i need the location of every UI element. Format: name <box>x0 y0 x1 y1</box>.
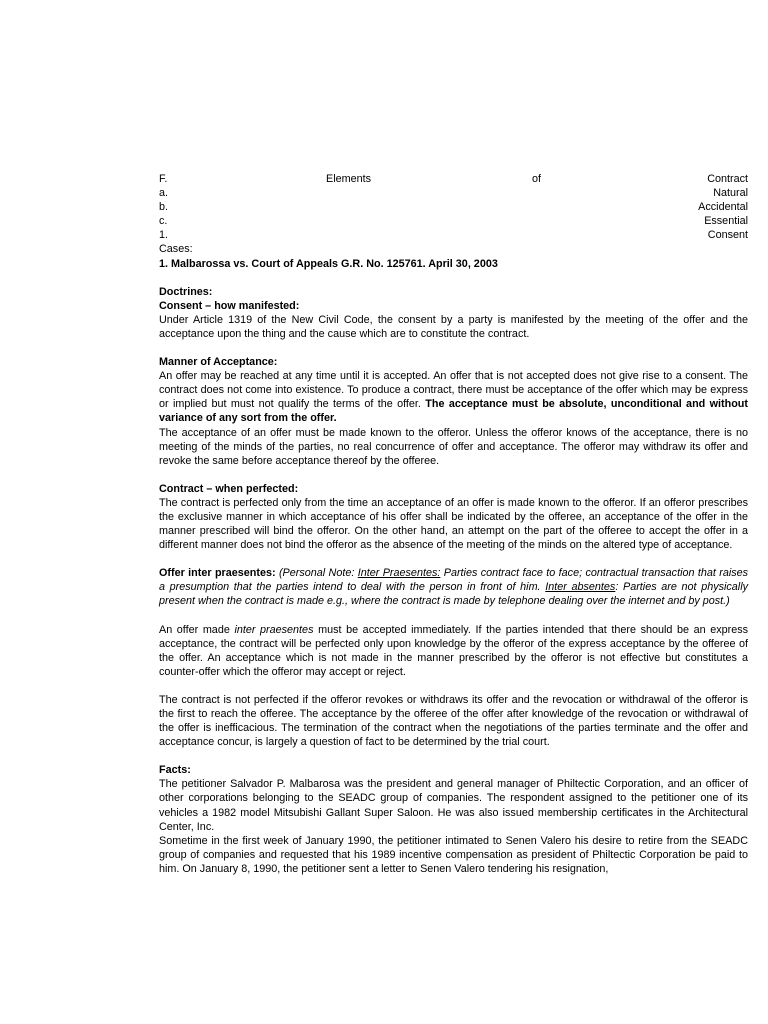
outline-number-1: 1. <box>159 229 169 242</box>
outline-row-f <box>159 172 748 186</box>
inter-praesentes-paragraph-2: The contract is not perfected if the offeror revokes or withdraws its offer and the revocation or withdrawal of the offeror is the first to reach the offeree. The acceptance by the offeree of the offer after knowledge of the revocation or withdrawal of the offer is inefficacious. The termination of the contract when the negotiations of the parties terminate and the offer and acceptance concur, is largely a question of fact to be determined by the trial court. <box>159 693 748 749</box>
note-term-inter-praesentes: Inter Praesentes: <box>357 567 441 580</box>
note-term-inter-absentes: Inter absentes <box>545 581 616 594</box>
outline-row-c <box>159 214 748 228</box>
outline-label-consent: Consent <box>707 229 748 242</box>
inter-praesentes-paragraph-1 <box>159 623 748 679</box>
facts-heading: Facts: <box>159 764 191 777</box>
case-title: 1. Malbarossa vs. Court of Appeals G.R. No. 125761. April 30, 2003 <box>159 257 498 270</box>
outline-label-accidental: Accidental <box>698 201 748 214</box>
inter-praesentes-note <box>159 566 748 608</box>
note-text-2: : Parties are not physically present when the contract is made e.g., where the contract is made by telephone dealing over the internet and by post.) <box>159 581 748 608</box>
outline-row-b <box>159 200 748 214</box>
outline-word-elements: Elements <box>326 173 372 185</box>
manner-paragraph-2: The acceptance of an offer must be made known to the offeror. Unless the offeror knows of the acceptance, there is no meeting of the minds of the parties, no real concurrence of offer and acceptance. The offeror may withdraw its offer and revoke the same before acceptance thereof by the offeree. <box>159 426 748 467</box>
outline-row-1 <box>159 228 748 242</box>
outline-label-natural: Natural <box>713 187 748 200</box>
doctrines-heading: Doctrines: <box>159 285 213 298</box>
outline-letter-b: b. <box>159 201 169 214</box>
cases-label: Cases: <box>159 243 193 256</box>
inter-praesentes-heading: Offer inter praesentes: <box>159 567 276 580</box>
facts-paragraph-2: Sometime in the first week of January 1990, the petitioner intimated to Senen Valero his desire to retire from the SEADC group of companies and requested that his 1989 incentive compensation as president of Philtectic Corporation be paid to him. On January 8, 1990, the petitioner sent a letter to Senen Valero tendering his resignation, <box>159 834 748 875</box>
perfected-paragraph: The contract is perfected only from the time an acceptance of an offer is made known to the offeror. If an offeror prescribes the exclusive manner in which acceptance of his offer shall be indicated by the offeree, an acceptance of the offer in the manner prescribed will bind the offeror. On the other hand, an attempt on the part of the offeree to accept the offer in a different manner does not bind the offeror as the absence of the meeting of the minds on the altered type of acceptance. <box>159 496 748 552</box>
facts-paragraph-1: The petitioner Salvador P. Malbarosa was the president and general manager of Philtectic Corporation, and an officer of other corporations belonging to the SEADC group of companies. The respondent assigned to the petitioner one of its vehicles a 1982 model Mitsubishi Gallant Super Saloon. He was also issued membership certificates in the Architectural Center, Inc. <box>159 778 748 833</box>
inter-p1-term: inter praesentes <box>234 623 314 636</box>
note-open: (Personal Note: <box>278 567 355 580</box>
inter-p1-rest: must be accepted immediately. If the parties intended that there should be an express acceptance, the contract will be perfected only upon knowledge by the offeror of the express acceptance by the offeree of the offer. An acceptance which is not made in the manner prescribed by the offeror is not effective but constitutes a counter-offer which the offeror may accept or reject. <box>159 623 749 678</box>
inter-p1-start: An offer made <box>159 623 230 636</box>
perfected-heading: Contract – when perfected: <box>159 482 299 495</box>
outline-row-a <box>159 186 748 200</box>
manner-paragraph-1 <box>159 369 748 425</box>
outline-letter-a: a. <box>159 187 169 200</box>
outline-letter-c: c. <box>159 215 168 228</box>
outline-word-of: of <box>532 173 542 185</box>
manner-bold-text: The acceptance must be absolute, unconditional and without variance of any sort from the offer. <box>159 398 748 425</box>
consent-heading: Consent – how manifested: <box>159 299 300 312</box>
consent-paragraph: Under Article 1319 of the New Civil Code, the consent by a party is manifested by the meeting of the offer and the acceptance upon the thing and the cause which are to constitute the contract. <box>159 313 748 340</box>
note-text-1: Parties contract face to face; contractual transaction that raises a presumption that the parties intend to deal with the person in front of him. <box>159 567 749 594</box>
manner-heading: Manner of Acceptance: <box>159 356 278 369</box>
outline-letter-f: F. <box>159 173 168 185</box>
outline-label-essential: Essential <box>704 215 748 228</box>
document-body <box>159 172 748 876</box>
manner-text: An offer may be reached at any time until it is accepted. An offer that is not accepted does not give rise to a consent. The contract does not come into existence. To produce a contract, there must be acceptance of the offer which may be express or implied but must not qualify the terms of the offer. <box>159 370 748 411</box>
outline-word-contract: Contract <box>707 173 748 185</box>
